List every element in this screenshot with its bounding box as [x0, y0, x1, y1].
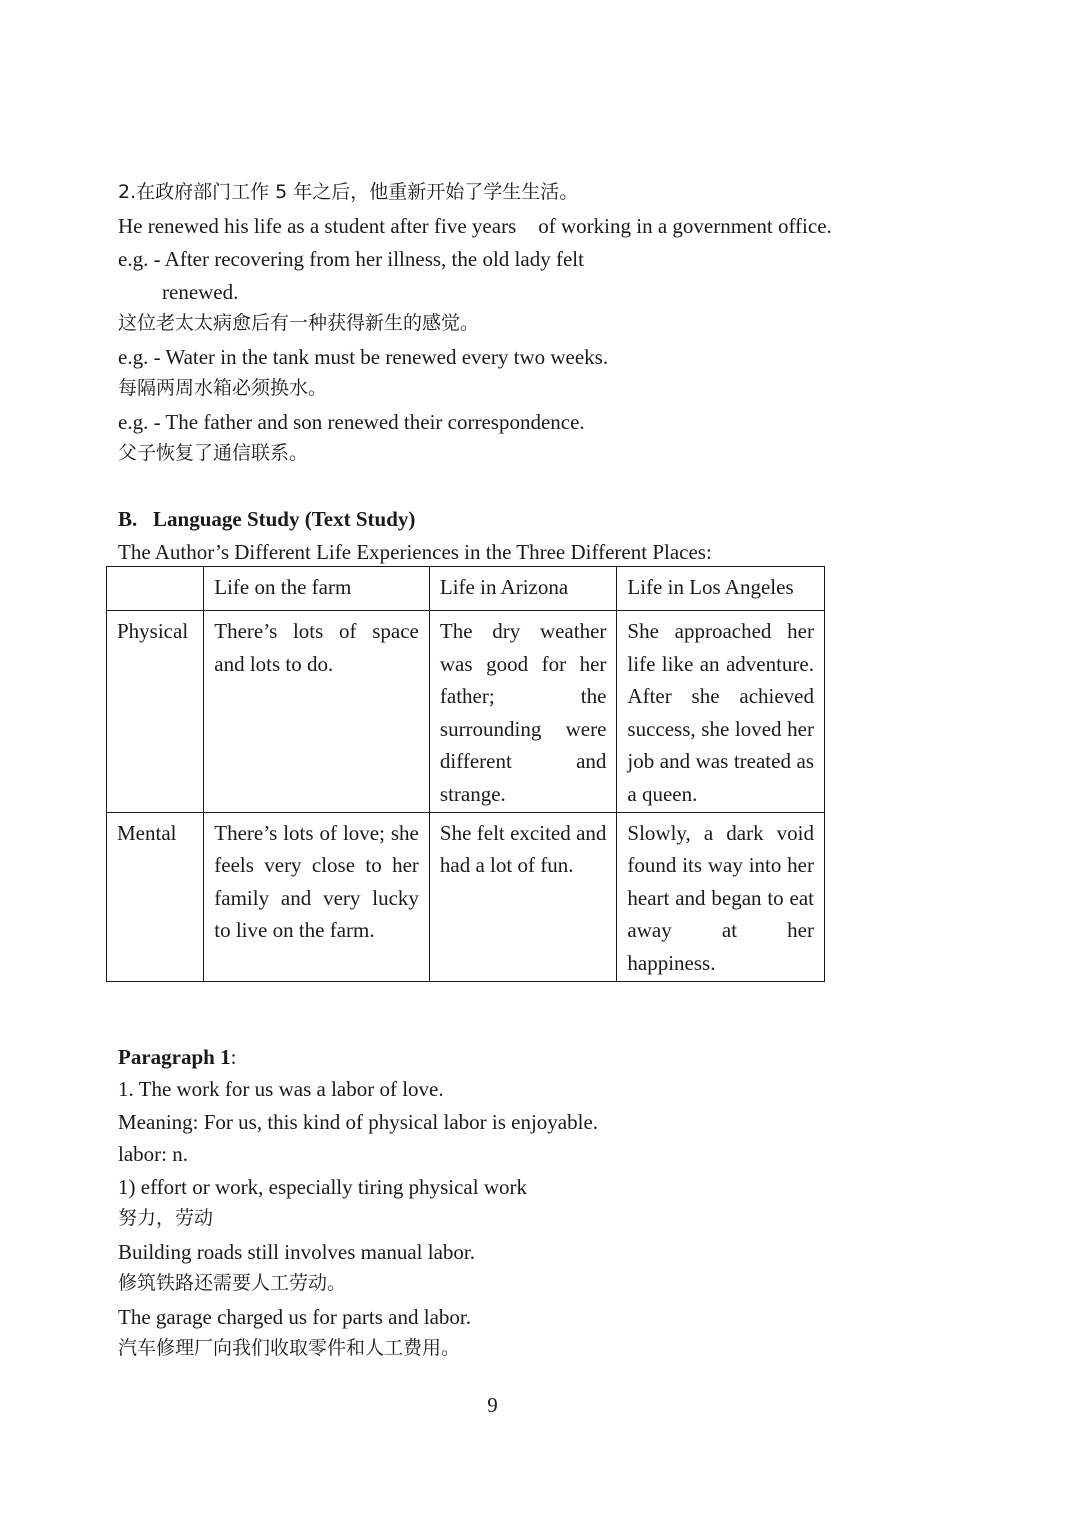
page-number: 9 [487, 1393, 498, 1417]
example-renewed-illness-en: e.g. - After recovering from her illness, the old lady felt [118, 247, 584, 271]
table-header-cell: Life in Los Angeles [617, 567, 825, 611]
row-label: Mental [107, 812, 204, 981]
table-header-cell [107, 567, 204, 611]
section-b-heading [118, 506, 415, 532]
table-cell: There’s lots of love; she feels very close to her family and very lucky to live on the farm. [204, 812, 430, 981]
table-cell: Slowly, a dark void found its way into her heart and began to eat away at her happiness. [617, 812, 825, 981]
paragraph-1-sentence: 1. The work for us was a labor of love. [118, 1077, 444, 1101]
section-b-intro: The Author’s Different Life Experiences in the Three Different Places: [118, 540, 712, 564]
example-renewed-illness-cn: 这位老太太病愈后有一种获得新生的感觉。 [118, 312, 480, 334]
paragraph-1-meaning: Meaning: For us, this kind of physical labor is enjoyable. [118, 1110, 599, 1134]
example-correspondence-cn: 父子恢复了通信联系。 [118, 442, 309, 464]
paragraph-1-heading-text: Paragraph 1 [118, 1045, 231, 1069]
labor-example-garage-cn: 汽车修理厂向我们收取零件和人工费用。 [118, 1337, 461, 1359]
example-water-tank-en: e.g. - Water in the tank must be renewed every two weeks. [118, 345, 609, 369]
labor-example-roads-cn: 修筑铁路还需要人工劳动。 [118, 1272, 347, 1294]
labor-definition-1-cn: 努力，劳动 [118, 1207, 214, 1229]
section-b-letter: B. [118, 507, 138, 531]
labor-example-roads-en: Building roads still involves manual labor. [118, 1240, 475, 1264]
table-header-row [107, 567, 825, 611]
table-header-cell: Life in Arizona [429, 567, 617, 611]
table-cell: She felt excited and had a lot of fun. [429, 812, 617, 981]
paragraph-1-heading-colon: : [230, 1045, 237, 1069]
labor-example-garage-en: The garage charged us for parts and labor. [118, 1305, 471, 1329]
paragraph-1-heading [118, 1044, 236, 1070]
labor-definition-1: 1) effort or work, especially tiring physical work [118, 1175, 527, 1199]
example-2-chinese: 2.在政府部门工作 5 年之后，他重新开始了学生生活。 [118, 181, 579, 203]
example-2-english-part2: of working in a government office. [538, 214, 832, 238]
example-water-tank-cn: 每隔两周水箱必须换水。 [118, 377, 328, 399]
table-cell: The dry weather was good for her father; the surrounding were different and strange. [429, 611, 617, 813]
section-b-title: Language Study (Text Study) [153, 507, 416, 531]
table-cell: There’s lots of space and lots to do. [204, 611, 430, 813]
row-label: Physical [107, 611, 204, 813]
example-correspondence-en: e.g. - The father and son renewed their correspondence. [118, 410, 585, 434]
example-2-english [118, 213, 832, 239]
example-2-english-part1: He renewed his life as a student after five years [118, 214, 517, 238]
table-cell: She approached her life like an adventure. After she achieved success, she loved her job and was treated as a queen. [617, 611, 825, 813]
table-row [107, 812, 825, 981]
life-experiences-table [106, 566, 825, 982]
example-renewed-illness-en-cont: renewed. [162, 280, 239, 304]
labor-part-of-speech: labor: n. [118, 1142, 188, 1166]
table-row [107, 611, 825, 813]
table-header-cell: Life on the farm [204, 567, 430, 611]
